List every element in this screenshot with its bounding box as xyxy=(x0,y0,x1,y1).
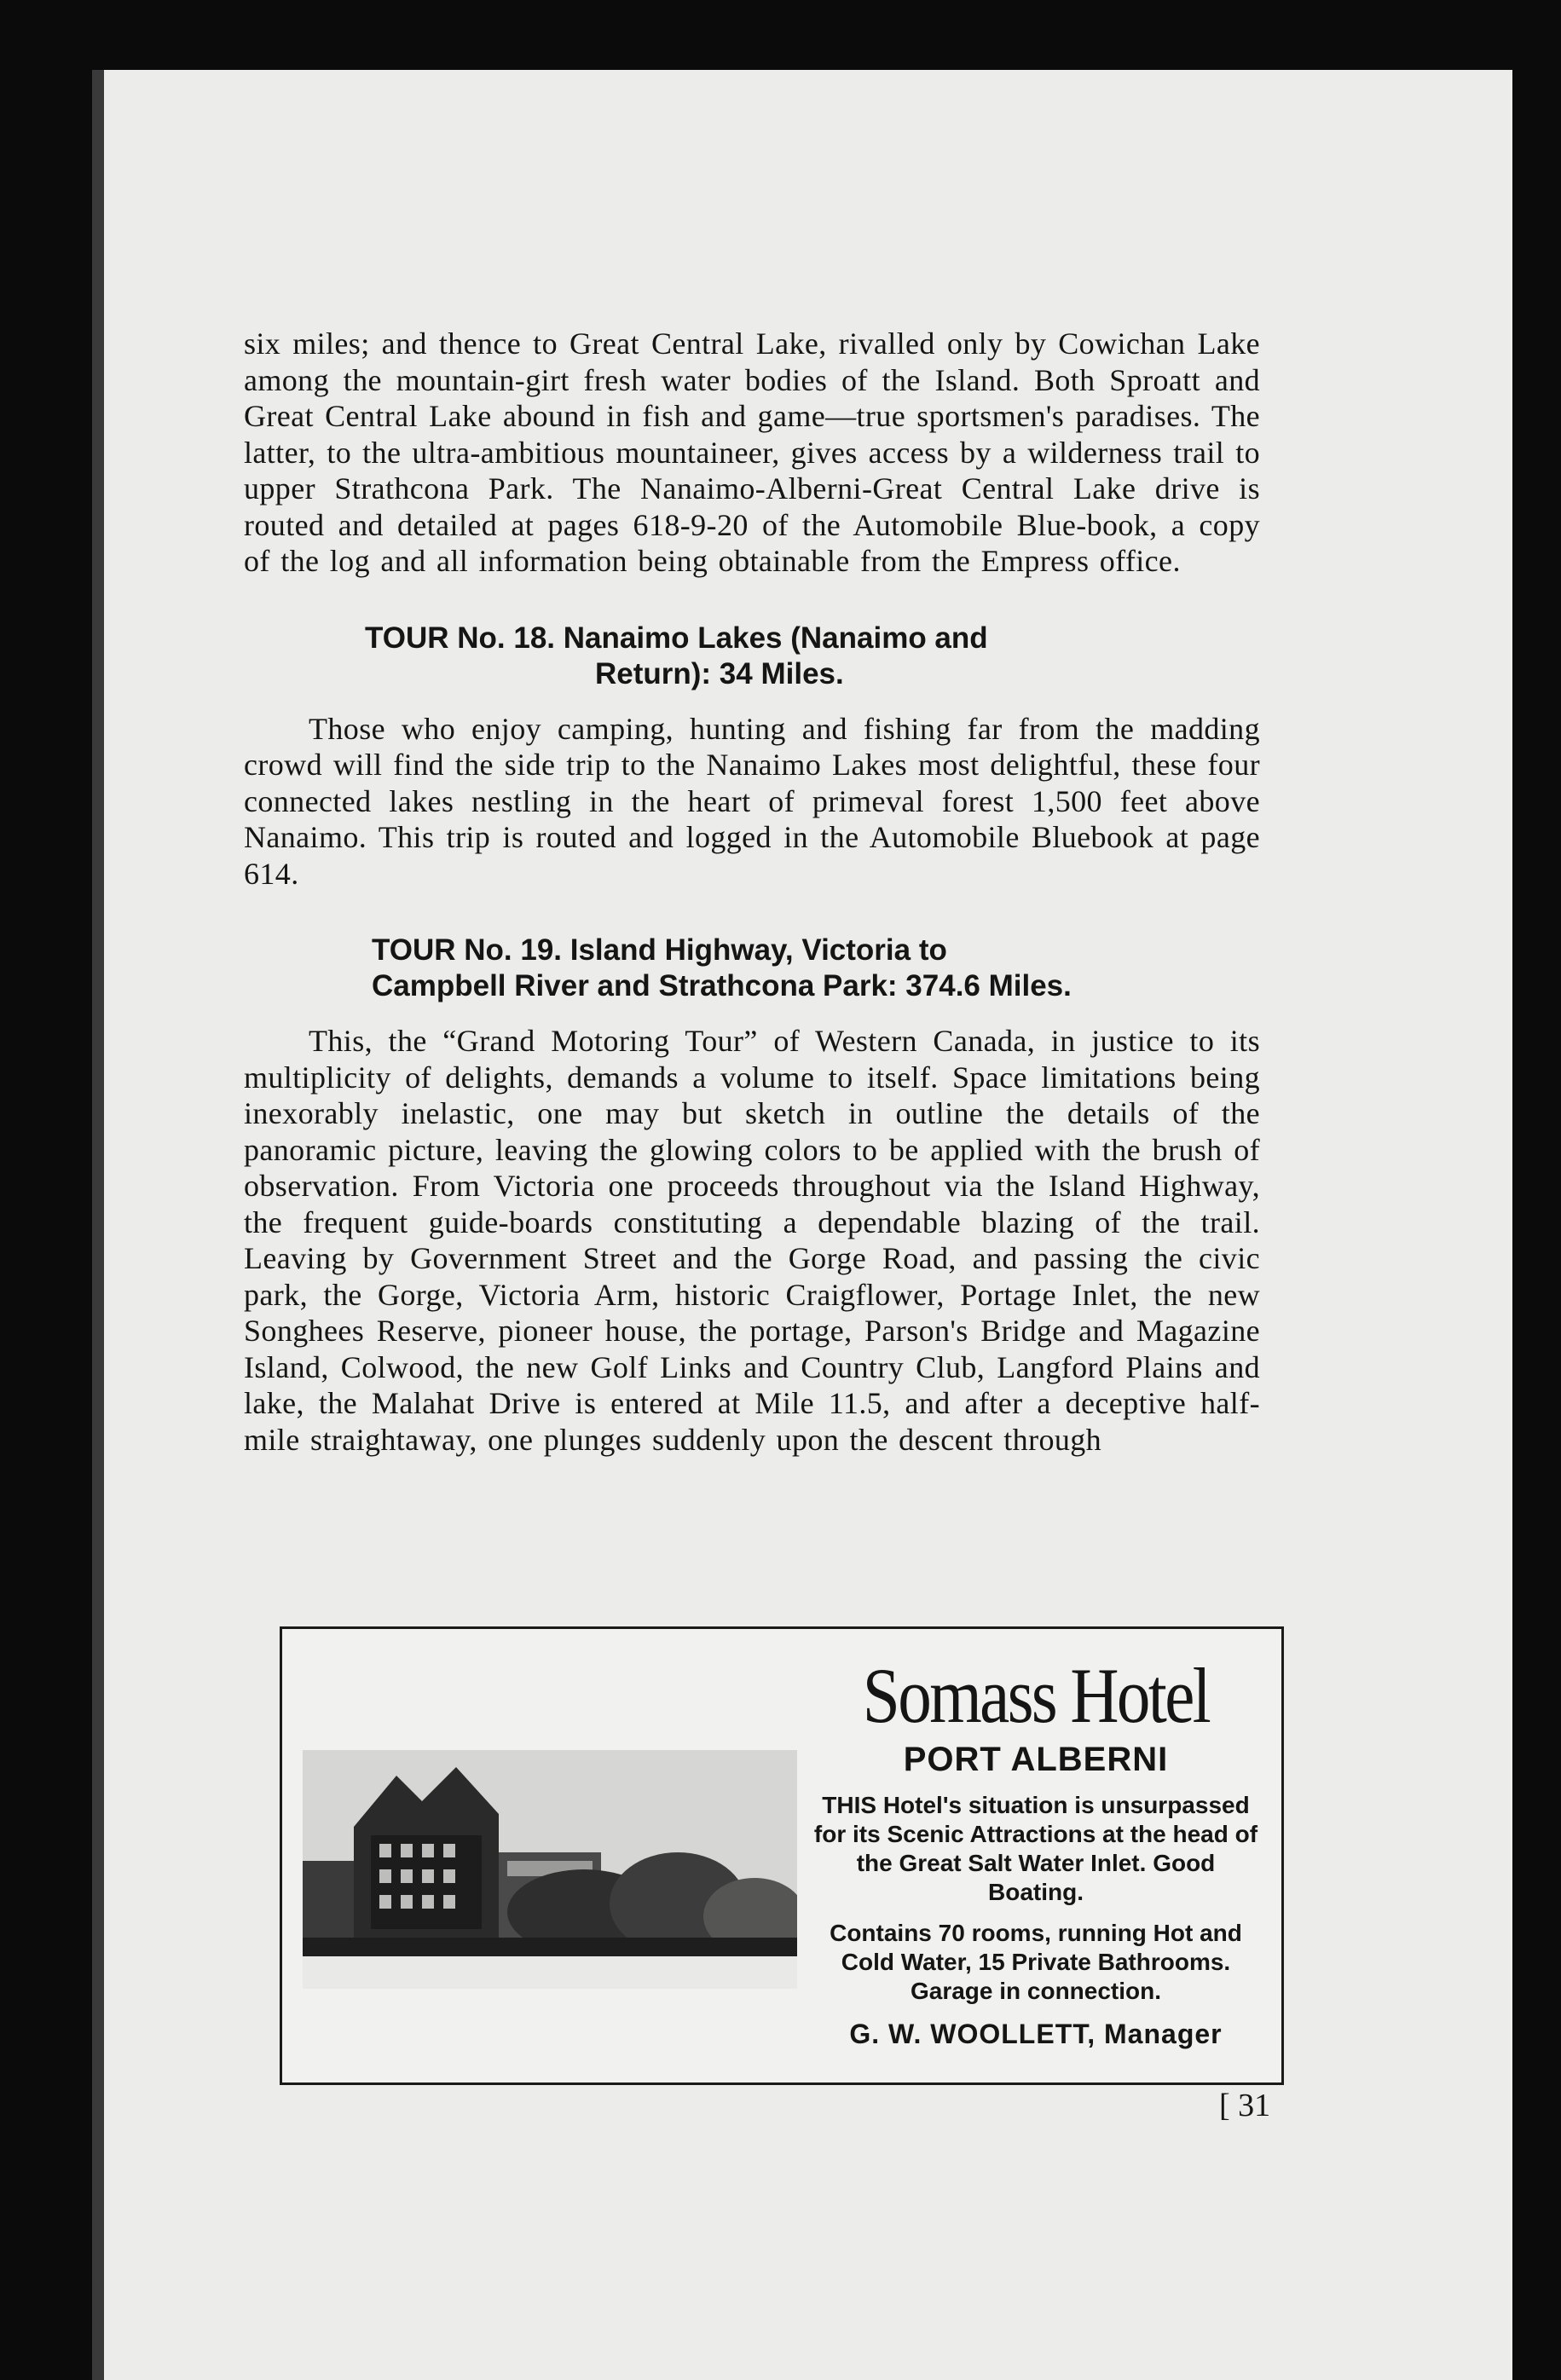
hotel-amenities: Contains 70 rooms, running Hot and Cold Water, 15 Private Bathrooms. Garage in connection. xyxy=(830,1920,1242,2004)
hotel-description: THIS Hotel's situation is unsurpassed for its Scenic Attractions at the head of the Great Salt Water Inlet. Good Boating. xyxy=(813,1792,1258,1905)
tour-19-heading-line1: TOUR No. 19. Island Highway, Victoria to xyxy=(372,933,947,967)
hotel-name: Somass Hotel xyxy=(862,1652,1210,1739)
hotel-photo xyxy=(303,1733,797,1989)
page-number: [ 31 xyxy=(1219,2088,1271,2123)
tour-18-heading-line1: TOUR No. 18. Nanaimo Lakes (Nanaimo and xyxy=(365,621,988,655)
tour-18-heading xyxy=(244,621,1260,692)
hotel-manager: G. W. WOOLLETT, Manager xyxy=(849,2019,1223,2049)
tour-18-paragraph: Those who enjoy camping, hunting and fishing far from the madding crowd will find the side trip to the Nanaimo Lakes most delightful, these four connected lakes nestling in the heart of primeval forest 1,500 feet above Nanaimo. This trip is routed and logged in the Automobile Bluebook at page 614. xyxy=(244,711,1260,891)
tour-18-heading-line2: Return): 34 Miles. xyxy=(595,656,844,690)
article-text xyxy=(244,326,1260,1458)
tour-19-heading xyxy=(244,933,1260,1004)
tour-19-paragraph: This, the “Grand Motoring Tour” of Western Canada, in justice to its multiplicity of delights, demands a volume to itself. Space limitations being inexorably inelastic, one may but sketch in outline the details of the panoramic picture, leaving the glowing colors to be applied with the brush of observation. From Victoria one proceeds throughout via the Island Highway, the frequent guide-boards constituting a dependable blazing of the trail. Leaving by Government Street and the Gorge Road, and passing the civic park, the Gorge, Victoria Arm, historic Craigflower, Portage Inlet, the new Songhees Reserve, pioneer house, the portage, Parson's Bridge and Magazine Island, Colwood, the new Golf Links and Country Club, Langford Plains and lake, the Malahat Drive is entered at Mile 11.5, and after a deceptive half-mile straightaway, one plunges suddenly upon the descent through xyxy=(244,1024,1260,1457)
hotel-advertisement xyxy=(280,1626,1284,2085)
intro-paragraph: six miles; and thence to Great Central Lake, rivalled only by Cowichan Lake among the mountain-girt fresh water bodies of the Island. Both Sproatt and Great Central Lake abound in fish and game—true sportsmen's paradises. The latter, to the ultra-ambitious mountaineer, gives access by a wilderness trail to upper Strathcona Park. The Nanaimo-Alberni-Great Central Lake drive is routed and detailed at pages 618-9-20 of the Automobile Blue-book, a copy of the log and all information being obtainable from the Empress office. xyxy=(244,326,1260,578)
tour-19-heading-line2: Campbell River and Strathcona Park: 374.6 Miles. xyxy=(372,969,1072,1002)
hotel-location: PORT ALBERNI xyxy=(903,1741,1169,1778)
ad-text-block xyxy=(806,1652,1266,2050)
